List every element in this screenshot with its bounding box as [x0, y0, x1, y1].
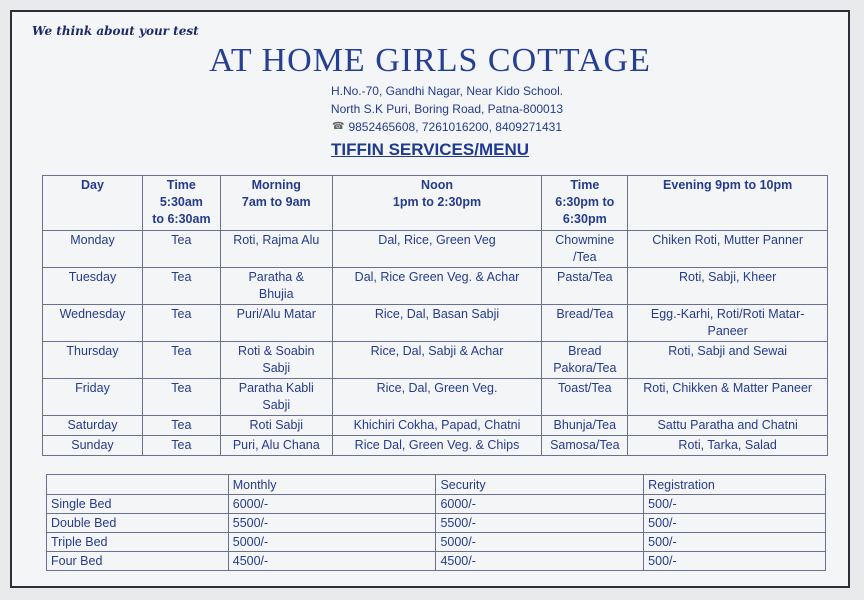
- menu-cell: Roti, Tarka, Salad: [628, 436, 828, 456]
- menu-cell: Tea: [142, 268, 220, 305]
- menu-sheet: [10, 10, 850, 588]
- menu-cell: Dal, Rice, Green Veg: [332, 231, 542, 268]
- menu-row: [43, 379, 828, 416]
- menu-row: [43, 231, 828, 268]
- menu-row: [43, 305, 828, 342]
- menu-cell: Chowmine /Tea: [542, 231, 628, 268]
- menu-cell: Rice, Dal, Sabji & Achar: [332, 342, 542, 379]
- menu-cell: Toast/Tea: [542, 379, 628, 416]
- menu-header-cell: Noon 1pm to 2:30pm: [332, 176, 542, 231]
- menu-cell: Tea: [142, 342, 220, 379]
- menu-cell: Wednesday: [43, 305, 143, 342]
- menu-cell: Thursday: [43, 342, 143, 379]
- pricing-cell: Single Bed: [47, 495, 229, 514]
- menu-cell: Monday: [43, 231, 143, 268]
- address-block: [297, 82, 597, 136]
- pricing-cell: 4500/-: [436, 552, 644, 571]
- menu-cell: Roti, Rajma Alu: [220, 231, 332, 268]
- phone-icon: ☎: [331, 121, 345, 132]
- phone-row: [297, 118, 597, 136]
- pricing-cell: 5000/-: [436, 533, 644, 552]
- menu-cell: Pasta/Tea: [542, 268, 628, 305]
- pricing-row: [47, 495, 826, 514]
- menu-subtitle: [12, 140, 848, 160]
- menu-cell: Roti Sabji: [220, 416, 332, 436]
- menu-subtitle-text: TIFFIN SERVICES/MENU: [330, 140, 530, 159]
- menu-cell: Puri, Alu Chana: [220, 436, 332, 456]
- menu-cell: Tuesday: [43, 268, 143, 305]
- menu-header-row: [43, 176, 828, 231]
- menu-cell: Roti & Soabin Sabji: [220, 342, 332, 379]
- pricing-cell: 4500/-: [228, 552, 436, 571]
- menu-cell: Saturday: [43, 416, 143, 436]
- menu-cell: Roti, Sabji and Sewai: [628, 342, 828, 379]
- pricing-cell: Triple Bed: [47, 533, 229, 552]
- pricing-cell: 6000/-: [436, 495, 644, 514]
- menu-header-cell: Day: [43, 176, 143, 231]
- pricing-cell: 500/-: [644, 552, 826, 571]
- menu-cell: Chiken Roti, Mutter Panner: [628, 231, 828, 268]
- pricing-header-cell: Security: [436, 475, 644, 495]
- menu-cell: Sunday: [43, 436, 143, 456]
- menu-cell: Tea: [142, 416, 220, 436]
- menu-cell: Rice, Dal, Green Veg.: [332, 379, 542, 416]
- pricing-table: [46, 474, 826, 571]
- tagline: We think about your test: [32, 24, 199, 38]
- pricing-cell: 5500/-: [436, 514, 644, 533]
- menu-cell: Khichiri Cokha, Papad, Chatni: [332, 416, 542, 436]
- menu-cell: Friday: [43, 379, 143, 416]
- menu-cell: Paratha & Bhujia: [220, 268, 332, 305]
- menu-cell: Roti, Sabji, Kheer: [628, 268, 828, 305]
- pricing-cell: Double Bed: [47, 514, 229, 533]
- menu-cell: Bhunja/Tea: [542, 416, 628, 436]
- menu-cell: Roti, Chikken & Matter Paneer: [628, 379, 828, 416]
- pricing-header-cell: [47, 475, 229, 495]
- pricing-cell: 5000/-: [228, 533, 436, 552]
- menu-row: [43, 342, 828, 379]
- menu-cell: Sattu Paratha and Chatni: [628, 416, 828, 436]
- menu-row: [43, 268, 828, 305]
- pricing-row: [47, 533, 826, 552]
- menu-cell: Dal, Rice Green Veg. & Achar: [332, 268, 542, 305]
- page-title: AT HOME GIRLS COTTAGE: [209, 42, 651, 79]
- menu-row: [43, 436, 828, 456]
- menu-header-cell: Time 5:30am to 6:30am: [142, 176, 220, 231]
- pricing-row: [47, 514, 826, 533]
- phone-numbers: 9852465608, 7261016200, 8409271431: [348, 120, 563, 134]
- menu-cell: Rice Dal, Green Veg. & Chips: [332, 436, 542, 456]
- menu-cell: Egg.-Karhi, Roti/Roti Matar- Paneer: [628, 305, 828, 342]
- pricing-cell: 500/-: [644, 495, 826, 514]
- menu-cell: Tea: [142, 305, 220, 342]
- menu-header-cell: Morning 7am to 9am: [220, 176, 332, 231]
- menu-cell: Bread/Tea: [542, 305, 628, 342]
- menu-cell: Samosa/Tea: [542, 436, 628, 456]
- address-line-2: North S.K Puri, Boring Road, Patna-800013: [330, 102, 564, 116]
- pricing-header-cell: Registration: [644, 475, 826, 495]
- pricing-cell: 5500/-: [228, 514, 436, 533]
- menu-cell: Bread Pakora/Tea: [542, 342, 628, 379]
- menu-cell: Tea: [142, 379, 220, 416]
- menu-cell: Paratha Kabli Sabji: [220, 379, 332, 416]
- pricing-cell: 500/-: [644, 514, 826, 533]
- pricing-cell: 6000/-: [228, 495, 436, 514]
- address-line-1: H.No.-70, Gandhi Nagar, Near Kido School.: [330, 84, 564, 98]
- pricing-cell: Four Bed: [47, 552, 229, 571]
- menu-cell: Tea: [142, 231, 220, 268]
- menu-row: [43, 416, 828, 436]
- pricing-row: [47, 552, 826, 571]
- pricing-cell: 500/-: [644, 533, 826, 552]
- pricing-header-cell: Monthly: [228, 475, 436, 495]
- menu-cell: Puri/Alu Matar: [220, 305, 332, 342]
- tiffin-menu-table: [42, 175, 828, 456]
- menu-header-cell: Evening 9pm to 10pm: [628, 176, 828, 231]
- menu-cell: Rice, Dal, Basan Sabji: [332, 305, 542, 342]
- menu-cell: Tea: [142, 436, 220, 456]
- pricing-header-row: [47, 475, 826, 495]
- menu-header-cell: Time 6:30pm to 6:30pm: [542, 176, 628, 231]
